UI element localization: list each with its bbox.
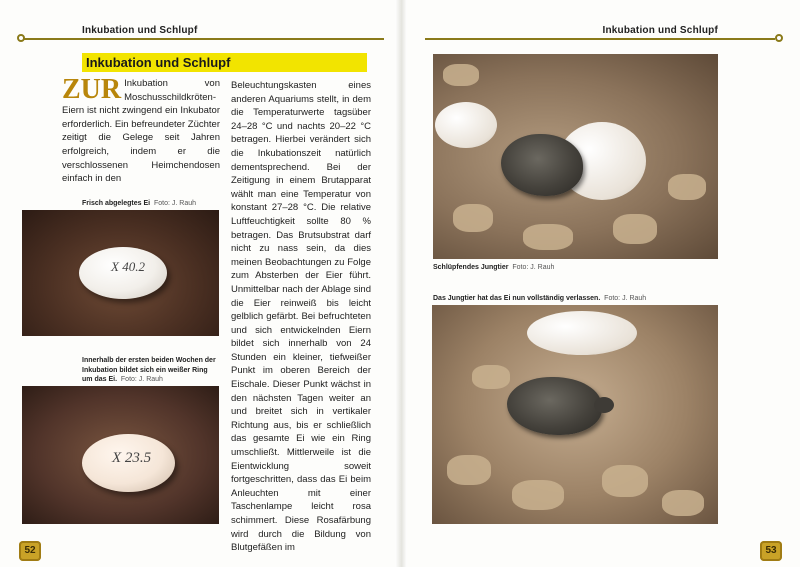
- substrate-grain: [613, 214, 657, 244]
- photo-egg-with-ring: [22, 386, 219, 524]
- caption-hatching: [433, 263, 693, 273]
- header-rule-right: [425, 38, 775, 40]
- egg-image: [79, 247, 167, 299]
- header-ornament-right: [775, 34, 783, 42]
- egg-image: [82, 434, 175, 492]
- substrate-grain: [443, 64, 479, 86]
- caption-title: Innerhalb der ersten beiden Wochen der Inkubation bildet sich ein weißer Ring um das Ei.: [82, 357, 216, 383]
- page-number-right: 53: [760, 541, 782, 561]
- photo-fresh-egg: [22, 210, 219, 336]
- egg-marking: X 40.2: [111, 259, 145, 274]
- page-gutter: [395, 0, 407, 567]
- substrate-grain: [602, 465, 648, 497]
- substrate-grain: [523, 224, 573, 250]
- photo-hatching-turtle: [433, 54, 718, 259]
- substrate-grain: [662, 490, 704, 516]
- running-head-left: Inkubation und Schlupf: [82, 25, 198, 36]
- substrate-grain: [668, 174, 706, 200]
- egg-marking: X 23.5: [112, 450, 152, 466]
- turtle-hatchling: [507, 377, 602, 435]
- article-column-2: Beleuchtungskasten eines anderen Aquariums stellt, in dem die Temperaturwerte tagsüber 24–28 °C und nachts 20–22 °C betragen. Hierbei verändert sich die Inkubationszeit natürlich dementsprechend. Bei der Zeitigung in einem Brutapparat wählt man eine Temperatur von konstant 27–28 °C. Die relative Luftfeuchtigkeit sollte 80 % betragen. Das Brutsubstrat darf nicht zu nass sein, da dies meinen Beobachtungen zu Folge zum Absterben der Eier führt. Unmittelbar nach der Ablage sind die Eier reinweiß bis leicht gelblich gefärbt. Bei befruchteten und sich entwickelnden Eiern bildet sich innerhalb von 24 Stunden ein kleiner, tiefweißer Punkt im oberen Bereich der Eischale. Dieser Punkt wächst in den nächsten Tagen weiter an und breitet sich in vertikaler Richtung aus, bis er schließlich das gesamte Ei wie ein Ring umschließt. Mittlerweile ist die Eientwicklung soweit fortgeschritten, dass das Ei beim Anleuchten mit einer Taschenlampe leicht rosa schimmert. Diese Rosafärbung wird durch die Bildung von Blutgefäßen im: [231, 80, 371, 554]
- caption-hatched: [433, 294, 718, 304]
- caption-white-ring: [82, 356, 217, 385]
- photo-credit: Foto: J. Rauh: [604, 295, 647, 302]
- turtle-hatchling: [501, 134, 583, 196]
- caption-fresh-egg: [82, 199, 222, 209]
- substrate-grain: [453, 204, 493, 232]
- article-column-1: [62, 74, 220, 187]
- eggshell-fragment: [527, 311, 637, 355]
- running-head-right: Inkubation und Schlupf: [602, 25, 718, 36]
- eggshell-fragment: [435, 102, 497, 148]
- substrate-grain: [512, 480, 564, 510]
- caption-title: Das Jungtier hat das Ei nun vollständig verlassen.: [433, 295, 601, 302]
- photo-hatched-turtle: [432, 305, 718, 524]
- caption-title: Frisch abgelegtes Ei: [82, 200, 151, 207]
- photo-credit: Foto: J. Rauh: [120, 376, 163, 383]
- photo-credit: Foto: J. Rauh: [512, 264, 555, 271]
- photo-credit: Foto: J. Rauh: [153, 200, 197, 207]
- drop-cap: ZUR: [62, 74, 122, 105]
- turtle-head: [594, 397, 614, 413]
- caption-title: Schlüpfendes Jungtier: [433, 264, 509, 271]
- substrate-grain: [447, 455, 491, 485]
- page-number-left: 52: [19, 541, 41, 561]
- article-text-1: Inkubation von Moschusschildkröten-Eiern ist nicht zwingend ein Inkubator erforderlich. Ein befreundeter Züchter zeitigt die Gelege seit Jahren erfolgreich, indem er die verschlossenen Heimchendosen einfach in den: [62, 78, 220, 185]
- section-title: Inkubation und Schlupf: [86, 55, 231, 70]
- header-rule-left: [24, 38, 384, 40]
- substrate-grain: [472, 365, 510, 389]
